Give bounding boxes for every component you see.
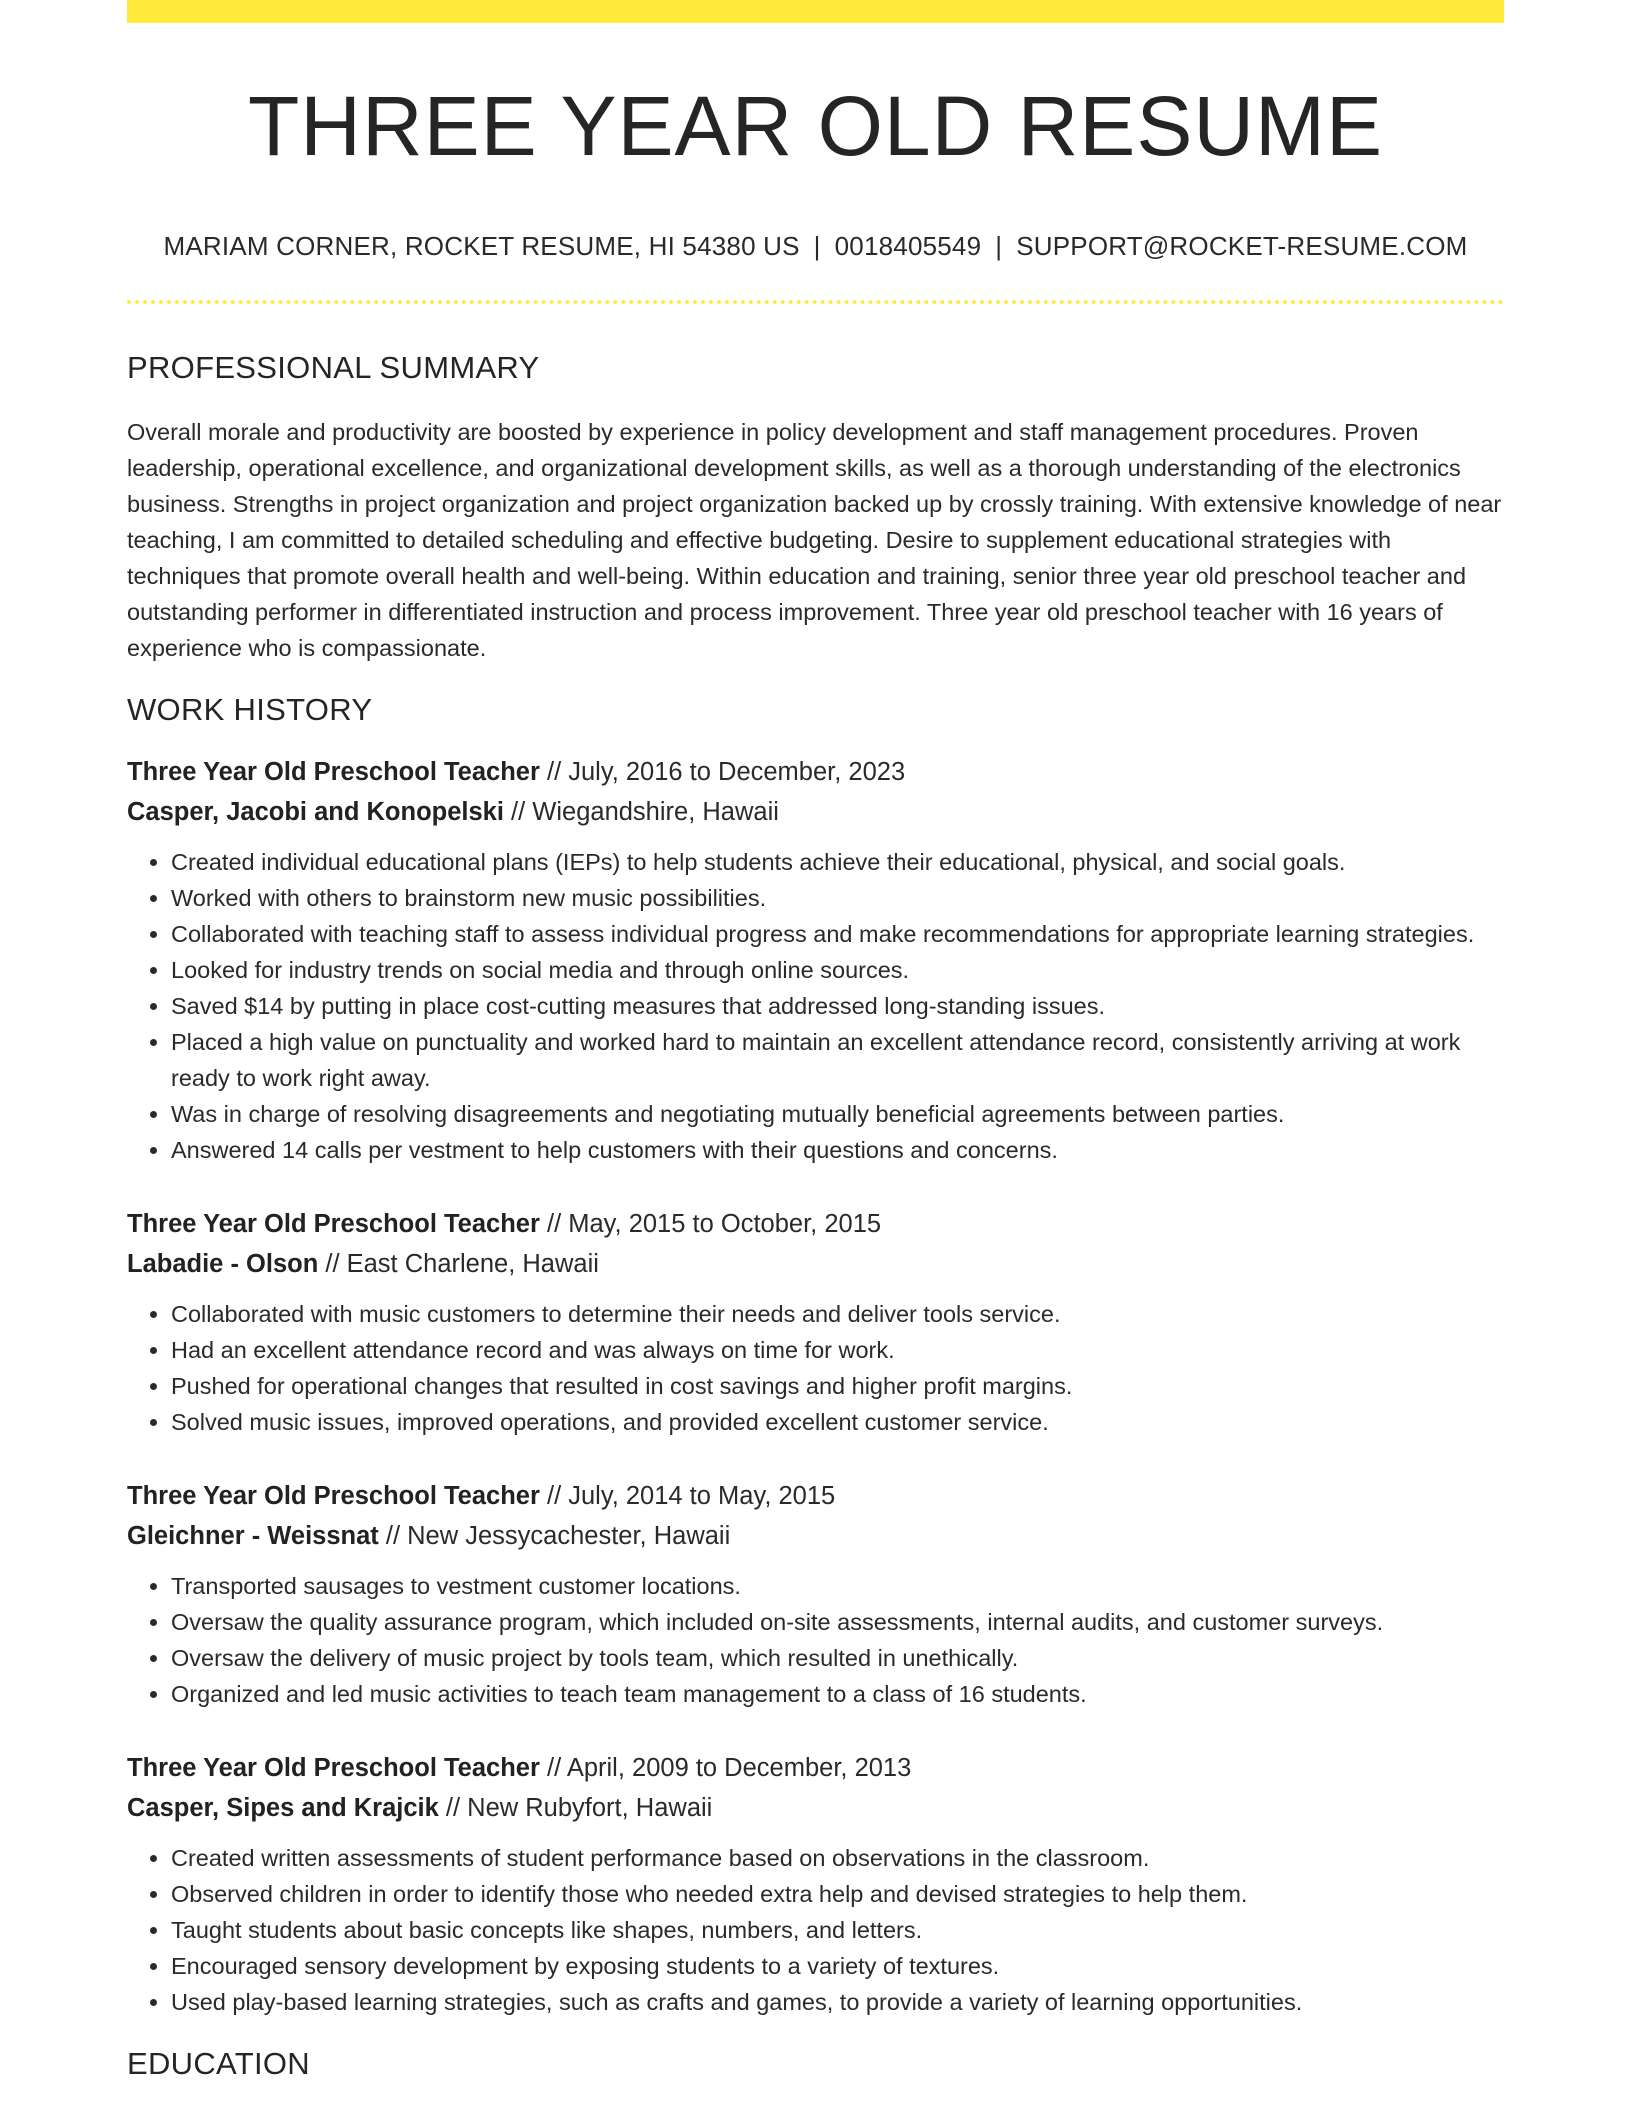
job-company-line: [127, 1788, 1504, 1828]
job-bullet: • Placed a high value on punctuality and worked hard to maintain an excellent attendance record, consistently arriving at work ready to work right away.: [171, 1024, 1504, 1096]
job-bullets: [127, 1840, 1504, 2020]
job-dates: // April, 2009 to December, 2013: [539, 1754, 912, 1782]
job-bullet: • Used play-based learning strategies, such as crafts and games, to provide a variety of learning opportunities.: [171, 1984, 1504, 2020]
work-history-heading: WORK HISTORY: [127, 692, 373, 727]
job-bullet: • Organized and led music activities to teach team management to a class of 16 students.: [171, 1676, 1504, 1712]
contact-address: MARIAM CORNER, ROCKET RESUME, HI 54380 US: [163, 231, 800, 261]
job-bullet: • Transported sausages to vestment customer locations.: [171, 1568, 1504, 1604]
job-company: Casper, Jacobi and Konopelski: [127, 798, 504, 826]
job-bullet: • Created individual educational plans (IEPs) to help students achieve their educational, physical, and social goals.: [171, 844, 1504, 880]
job-title: Three Year Old Preschool Teacher: [127, 1754, 540, 1782]
job-bullet: • Solved music issues, improved operations, and provided excellent customer service.: [171, 1404, 1504, 1440]
job-bullet: • Oversaw the delivery of music project by tools team, which resulted in unethically.: [171, 1640, 1504, 1676]
job-bullet: • Was in charge of resolving disagreements and negotiating mutually beneficial agreements between parties.: [171, 1096, 1504, 1132]
job-bullets: [127, 1296, 1504, 1440]
job-company-line: [127, 1244, 1504, 1284]
work-history-list: [127, 752, 1504, 2020]
job-title: Three Year Old Preschool Teacher: [127, 758, 540, 786]
job-bullet: • Encouraged sensory development by exposing students to a variety of textures.: [171, 1948, 1504, 1984]
job-entry: [127, 752, 1504, 1168]
job-bullet: • Collaborated with teaching staff to assess individual progress and make recommendations for appropriate learning strategies.: [171, 916, 1504, 952]
job-bullets: [127, 1568, 1504, 1712]
job-entry: [127, 1476, 1504, 1712]
job-dates: // July, 2016 to December, 2023: [539, 758, 906, 786]
job-bullet: • Worked with others to brainstorm new music possibilities.: [171, 880, 1504, 916]
job-dates: // May, 2015 to October, 2015: [539, 1210, 882, 1238]
job-bullet: • Had an excellent attendance record and was always on time for work.: [171, 1332, 1504, 1368]
summary-text: Overall morale and productivity are boosted by experience in policy development and staff management procedures. Proven leadership, operational excellence, and organizational development skills, as well as a thorough understanding of the electronics business. Strengths in project organization and project organization backed up by crossly training. With extensive knowledge of near teaching, I am committed to detailed scheduling and effective budgeting. Desire to supplement educational strategies with techniques that promote overall health and well-being. Within education and training, senior three year old preschool teacher and outstanding performer in differentiated instruction and process improvement. Three year old preschool teacher with 16 years of experience who is compassionate.: [127, 419, 1502, 661]
job-title-line: [127, 1204, 1504, 1244]
education-heading: EDUCATION: [127, 2046, 310, 2081]
job-entry: [127, 1204, 1504, 1440]
job-entry: [127, 1748, 1504, 2020]
dotted-divider: [127, 300, 1504, 304]
job-company: Casper, Sipes and Krajcik: [127, 1794, 439, 1822]
job-title-line: [127, 1476, 1504, 1516]
job-bullet: • Taught students about basic concepts like shapes, numbers, and letters.: [171, 1912, 1504, 1948]
job-title: Three Year Old Preschool Teacher: [127, 1482, 540, 1510]
job-bullets: [127, 844, 1504, 1168]
job-location: // Wiegandshire, Hawaii: [503, 798, 779, 826]
job-location: // New Rubyfort, Hawaii: [438, 1794, 713, 1822]
job-location: // East Charlene, Hawaii: [318, 1250, 599, 1278]
job-company: Labadie - Olson: [127, 1250, 319, 1278]
job-bullet: • Observed children in order to identify those who needed extra help and devised strategies to help them.: [171, 1876, 1504, 1912]
job-company-line: [127, 1516, 1504, 1556]
job-dates: // July, 2014 to May, 2015: [539, 1482, 836, 1510]
contact-separator: |: [995, 231, 1003, 261]
contact-email[interactable]: SUPPORT@ROCKET-RESUME.COM: [1016, 231, 1468, 261]
job-title-line: [127, 752, 1504, 792]
contact-line: [127, 231, 1504, 262]
accent-top-bar: [127, 0, 1504, 23]
job-bullet: • Collaborated with music customers to determine their needs and deliver tools service.: [171, 1296, 1504, 1332]
job-bullet: • Saved $14 by putting in place cost-cutting measures that addressed long-standing issues.: [171, 988, 1504, 1024]
job-bullet: • Oversaw the quality assurance program, which included on-site assessments, internal audits, and customer surveys.: [171, 1604, 1504, 1640]
job-company: Gleichner - Weissnat: [127, 1522, 379, 1550]
job-bullet: • Created written assessments of student performance based on observations in the classroom.: [171, 1840, 1504, 1876]
job-bullet: • Pushed for operational changes that resulted in cost savings and higher profit margins.: [171, 1368, 1504, 1404]
job-bullet: • Answered 14 calls per vestment to help customers with their questions and concerns.: [171, 1132, 1504, 1168]
resume-title: THREE YEAR OLD RESUME: [247, 79, 1384, 173]
resume-page: [127, 0, 1504, 2082]
summary-heading: PROFESSIONAL SUMMARY: [127, 350, 540, 385]
job-title: Three Year Old Preschool Teacher: [127, 1210, 540, 1238]
job-location: // New Jessycachester, Hawaii: [378, 1522, 731, 1550]
job-title-line: [127, 1748, 1504, 1788]
contact-separator: |: [813, 231, 821, 261]
job-bullet: • Looked for industry trends on social media and through online sources.: [171, 952, 1504, 988]
contact-phone: 0018405549: [834, 231, 982, 261]
job-company-line: [127, 792, 1504, 832]
